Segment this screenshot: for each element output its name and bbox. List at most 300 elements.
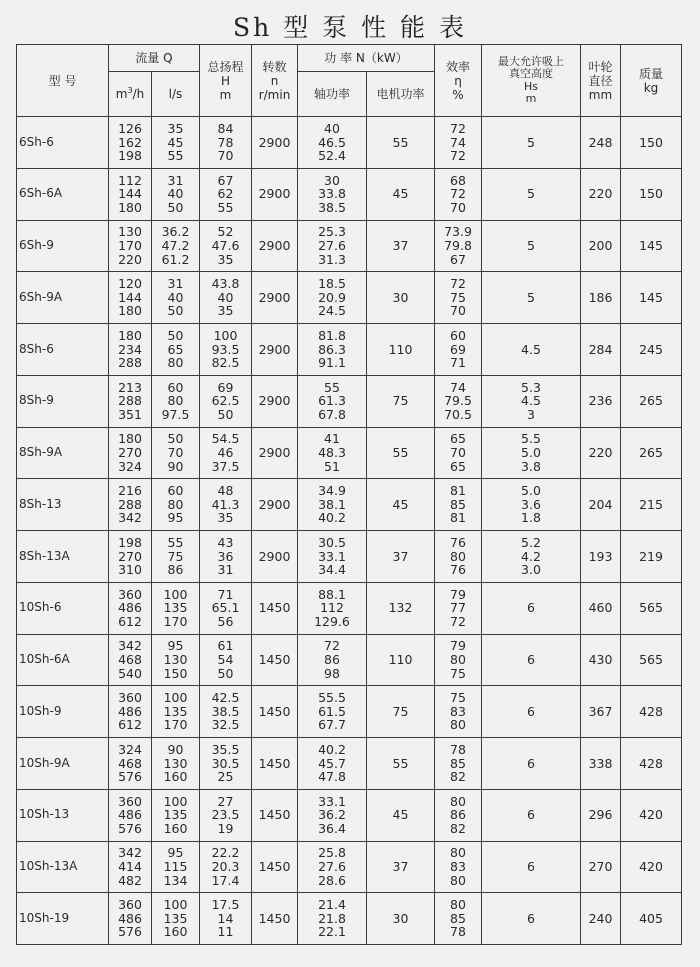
cell-mass: 420: [621, 789, 682, 841]
cell-efficiency-value: 70: [450, 303, 466, 319]
cell-flow-ls: [152, 168, 200, 220]
cell-speed: 1450: [252, 582, 298, 634]
cell-efficiency-value: 70: [450, 445, 466, 461]
cell-flow-m3h: [109, 531, 152, 583]
cell-head-value: 41.3: [211, 496, 240, 512]
cell-efficiency-value: 80: [450, 652, 466, 668]
cell-shaft-power: [298, 531, 367, 583]
cell-suction-lift-value: 5.0: [521, 445, 541, 461]
cell-shaft-power-value: 33.1: [318, 548, 346, 564]
cell-speed: 1450: [252, 841, 298, 893]
cell-speed: 2900: [252, 479, 298, 531]
cell-impeller: 236: [581, 375, 621, 427]
cell-head-value: 19: [217, 820, 234, 836]
cell-flow-m3h-value: 342: [118, 510, 142, 526]
cell-flow-m3h-value: 360: [118, 793, 142, 809]
cell-head-value: 30.5: [211, 755, 240, 771]
cell-motor-power: 37: [367, 531, 435, 583]
cell-flow-ls-value: 40: [167, 186, 184, 202]
cell-motor-power: 110: [367, 634, 435, 686]
cell-efficiency-value: 72: [450, 186, 466, 202]
cell-head-value: 35: [217, 251, 234, 267]
cell-flow-ls: [152, 841, 200, 893]
cell-flow-ls-value: 45: [167, 134, 184, 150]
cell-flow-m3h: [109, 738, 152, 790]
cell-shaft-power-value: 81.8: [318, 327, 346, 343]
cell-head-value: 48: [217, 483, 234, 499]
cell-mass: 145: [621, 220, 682, 272]
cell-efficiency-value: 80: [450, 793, 466, 809]
cell-flow-m3h-value: 486: [118, 703, 142, 719]
cell-impeller: 367: [581, 686, 621, 738]
cell-motor-power: 30: [367, 272, 435, 324]
cell-shaft-power-value: 67.8: [318, 406, 346, 422]
cell-suction-lift-value: 5.5: [521, 431, 541, 447]
cell-flow-m3h-value: 216: [118, 483, 142, 499]
cell-head-value: 54.5: [211, 431, 240, 447]
cell-flow-ls-value: 150: [163, 665, 188, 681]
cell-head: [200, 841, 252, 893]
cell-shaft-power-value: 21.4: [318, 897, 346, 913]
cell-impeller: 204: [581, 479, 621, 531]
cell-shaft-power-value: 36.4: [318, 820, 346, 836]
cell-suction-lift-value: 6: [527, 652, 535, 668]
cell-efficiency-value: 60: [450, 327, 466, 343]
cell-flow-ls-value: 135: [163, 703, 188, 719]
cell-suction-lift: [482, 789, 581, 841]
cell-efficiency: [435, 789, 482, 841]
cell-shaft-power-value: 67.7: [318, 717, 346, 733]
cell-head-value: 46: [217, 445, 234, 461]
cell-flow-m3h-value: 162: [118, 134, 142, 150]
cell-shaft-power-value: 61.3: [318, 393, 346, 409]
table-row: [17, 479, 682, 531]
cell-shaft-power-value: 45.7: [318, 755, 346, 771]
cell-flow-ls: [152, 531, 200, 583]
cell-shaft-power-value: 33.8: [318, 186, 346, 202]
cell-suction-lift-value: 3.0: [521, 562, 541, 578]
cell-flow-m3h: [109, 272, 152, 324]
cell-shaft-power-value: 36.2: [318, 807, 346, 823]
cell-impeller: 430: [581, 634, 621, 686]
cell-flow-m3h: [109, 686, 152, 738]
cell-flow-m3h: [109, 220, 152, 272]
cell-flow-ls-value: 100: [163, 586, 188, 602]
cell-efficiency-value: 79: [450, 638, 466, 654]
cell-flow-ls-value: 80: [167, 393, 184, 409]
cell-flow-ls-value: 31: [167, 276, 184, 292]
cell-shaft-power: [298, 272, 367, 324]
cell-suction-lift: [482, 582, 581, 634]
cell-flow-m3h-value: 112: [118, 172, 142, 188]
cell-flow-m3h-value: 342: [118, 638, 142, 654]
cell-flow-m3h-value: 310: [118, 562, 142, 578]
cell-flow-m3h-value: 288: [118, 355, 142, 371]
cell-flow-m3h-value: 180: [118, 431, 142, 447]
cell-efficiency-value: 85: [450, 755, 466, 771]
cell-model: 8Sh-6: [17, 324, 109, 376]
cell-shaft-power-value: 47.8: [318, 769, 346, 785]
cell-head: [200, 324, 252, 376]
cell-efficiency: [435, 634, 482, 686]
cell-speed: 2900: [252, 168, 298, 220]
cell-shaft-power: [298, 168, 367, 220]
cell-suction-lift-value: 6: [527, 703, 535, 719]
cell-suction-lift-value: 6: [527, 859, 535, 875]
cell-shaft-power-value: 20.9: [318, 289, 346, 305]
table-row: [17, 427, 682, 479]
cell-head-value: 37.5: [211, 458, 240, 474]
cell-shaft-power-value: 86.3: [318, 341, 346, 357]
cell-efficiency: [435, 893, 482, 945]
cell-head-value: 35: [217, 303, 234, 319]
cell-efficiency-value: 80: [450, 717, 466, 733]
cell-shaft-power-value: 27.6: [318, 859, 346, 875]
cell-head: [200, 634, 252, 686]
cell-flow-m3h-value: 324: [118, 741, 142, 757]
cell-suction-lift: [482, 893, 581, 945]
cell-flow-ls-value: 55: [167, 534, 184, 550]
cell-mass: 420: [621, 841, 682, 893]
cell-impeller: 284: [581, 324, 621, 376]
cell-flow-ls-value: 100: [163, 793, 188, 809]
cell-model: 6Sh-6: [17, 117, 109, 169]
cell-impeller: 248: [581, 117, 621, 169]
cell-efficiency-value: 72: [450, 613, 466, 629]
performance-table: [16, 44, 682, 945]
cell-flow-ls-value: 50: [167, 199, 184, 215]
cell-shaft-power-value: 25.3: [318, 224, 346, 240]
table-row: [17, 531, 682, 583]
cell-model: 10Sh-6: [17, 582, 109, 634]
cell-efficiency-value: 82: [450, 769, 466, 785]
cell-motor-power: 75: [367, 375, 435, 427]
cell-suction-lift: [482, 841, 581, 893]
cell-shaft-power-value: 31.3: [318, 251, 346, 267]
cell-flow-m3h-value: 540: [118, 665, 142, 681]
cell-suction-lift: [482, 272, 581, 324]
cell-shaft-power-value: 129.6: [314, 613, 350, 629]
cell-flow-ls-value: 90: [167, 741, 184, 757]
cell-efficiency-value: 72: [450, 120, 466, 136]
cell-flow-m3h-value: 144: [118, 289, 142, 305]
cell-speed: 1450: [252, 634, 298, 686]
header-flow-m3h: $m^3/h$: [109, 72, 152, 117]
cell-head-value: 22.2: [211, 845, 240, 861]
cell-flow-ls-value: 97.5: [161, 406, 190, 422]
cell-shaft-power-value: 86: [324, 652, 340, 668]
cell-flow-ls-value: 31: [167, 172, 184, 188]
cell-head-value: 69: [217, 379, 234, 395]
cell-flow-m3h: [109, 582, 152, 634]
cell-head-value: 84: [217, 120, 234, 136]
cell-flow-m3h-value: 351: [118, 406, 142, 422]
cell-suction-lift-value: 6: [527, 807, 535, 823]
cell-shaft-power: [298, 738, 367, 790]
cell-speed: 1450: [252, 686, 298, 738]
header-speed: 转数 n r/min: [252, 45, 298, 117]
cell-motor-power: 55: [367, 427, 435, 479]
cell-model: 6Sh-9A: [17, 272, 109, 324]
cell-flow-ls-value: 170: [163, 717, 188, 733]
cell-efficiency: [435, 427, 482, 479]
cell-mass: 219: [621, 531, 682, 583]
cell-motor-power: 45: [367, 168, 435, 220]
cell-flow-ls: [152, 634, 200, 686]
cell-shaft-power: [298, 634, 367, 686]
cell-efficiency-value: 75: [450, 289, 466, 305]
cell-shaft-power: [298, 479, 367, 531]
cell-efficiency-value: 71: [450, 355, 466, 371]
cell-head-value: 23.5: [211, 807, 240, 823]
cell-efficiency-value: 73.9: [444, 224, 472, 240]
cell-flow-ls-value: 135: [163, 807, 188, 823]
table-body: [17, 117, 682, 945]
cell-shaft-power: [298, 220, 367, 272]
cell-mass: 215: [621, 479, 682, 531]
cell-shaft-power-value: 98: [324, 665, 340, 681]
cell-shaft-power-value: 33.1: [318, 793, 346, 809]
cell-flow-ls-value: 160: [163, 820, 188, 836]
cell-suction-lift-value: 3.8: [521, 458, 541, 474]
cell-flow-m3h-value: 198: [118, 534, 142, 550]
cell-speed: 2900: [252, 375, 298, 427]
cell-efficiency-value: 75: [450, 665, 466, 681]
cell-flow-ls-value: 135: [163, 600, 188, 616]
cell-shaft-power-value: 38.5: [318, 199, 346, 215]
cell-efficiency-value: 81: [450, 483, 466, 499]
cell-mass: 565: [621, 634, 682, 686]
cell-motor-power: 55: [367, 117, 435, 169]
cell-suction-lift-value: 6: [527, 600, 535, 616]
cell-efficiency-value: 86: [450, 807, 466, 823]
cell-efficiency-value: 69: [450, 341, 466, 357]
cell-shaft-power-value: 27.6: [318, 238, 346, 254]
cell-speed: 2900: [252, 324, 298, 376]
cell-model: 10Sh-13A: [17, 841, 109, 893]
cell-motor-power: 37: [367, 220, 435, 272]
cell-flow-ls-value: 130: [163, 652, 188, 668]
cell-flow-m3h-value: 170: [118, 238, 142, 254]
cell-flow-m3h-value: 288: [118, 393, 142, 409]
table-row: [17, 789, 682, 841]
header-model: 型 号: [17, 45, 109, 117]
cell-shaft-power-value: 48.3: [318, 445, 346, 461]
cell-mass: 428: [621, 686, 682, 738]
cell-model: 10Sh-9A: [17, 738, 109, 790]
cell-efficiency: [435, 686, 482, 738]
cell-impeller: 186: [581, 272, 621, 324]
cell-flow-ls: [152, 738, 200, 790]
cell-flow-ls: [152, 220, 200, 272]
cell-flow-ls-value: 55: [167, 148, 184, 164]
cell-mass: 405: [621, 893, 682, 945]
cell-shaft-power-value: 46.5: [318, 134, 346, 150]
cell-efficiency: [435, 738, 482, 790]
cell-flow-m3h-value: 130: [118, 224, 142, 240]
cell-suction-lift-value: 4.2: [521, 548, 541, 564]
cell-speed: 1450: [252, 738, 298, 790]
cell-efficiency: [435, 375, 482, 427]
cell-flow-m3h-value: 468: [118, 652, 142, 668]
cell-flow-m3h: [109, 479, 152, 531]
cell-head: [200, 738, 252, 790]
cell-shaft-power-value: 72: [324, 638, 340, 654]
cell-head: [200, 893, 252, 945]
cell-head-value: 70: [217, 148, 234, 164]
cell-efficiency-value: 76: [450, 534, 466, 550]
cell-flow-ls-value: 75: [167, 548, 184, 564]
cell-shaft-power-value: 51: [324, 458, 340, 474]
cell-shaft-power-value: 40.2: [318, 510, 346, 526]
cell-suction-lift-value: 1.8: [521, 510, 541, 526]
cell-flow-ls-value: 50: [167, 303, 184, 319]
cell-flow-m3h-value: 144: [118, 186, 142, 202]
table-row: [17, 220, 682, 272]
cell-head: [200, 479, 252, 531]
cell-shaft-power-value: 34.4: [318, 562, 346, 578]
cell-head-value: 82.5: [211, 355, 240, 371]
cell-model: 8Sh-9: [17, 375, 109, 427]
cell-flow-ls: [152, 686, 200, 738]
cell-shaft-power-value: 91.1: [318, 355, 346, 371]
header-power: 功 率 N（kW）: [298, 45, 435, 72]
cell-head-value: 11: [217, 924, 234, 940]
table-row: [17, 272, 682, 324]
cell-head: [200, 686, 252, 738]
cell-shaft-power-value: 38.1: [318, 496, 346, 512]
cell-shaft-power-value: 41: [324, 431, 340, 447]
cell-impeller: 220: [581, 427, 621, 479]
cell-efficiency-value: 65: [450, 458, 466, 474]
cell-mass: 150: [621, 117, 682, 169]
page-title: Sh 型 泵 性 能 表: [233, 13, 467, 42]
cell-shaft-power-value: 40: [324, 120, 340, 136]
cell-flow-ls-value: 86: [167, 562, 184, 578]
cell-flow-ls-value: 50: [167, 431, 184, 447]
cell-motor-power: 30: [367, 893, 435, 945]
cell-efficiency-value: 85: [450, 910, 466, 926]
cell-head: [200, 789, 252, 841]
cell-suction-lift-value: 3.6: [521, 496, 541, 512]
cell-head-value: 17.4: [211, 872, 240, 888]
cell-shaft-power-value: 30.5: [318, 534, 346, 550]
cell-head: [200, 272, 252, 324]
header-flow-ls: l/s: [152, 72, 200, 117]
cell-flow-m3h-value: 612: [118, 717, 142, 733]
cell-model: 8Sh-13A: [17, 531, 109, 583]
cell-efficiency-value: 65: [450, 431, 466, 447]
cell-flow-m3h-value: 324: [118, 458, 142, 474]
cell-head-value: 14: [217, 910, 234, 926]
cell-head-value: 65.1: [211, 600, 240, 616]
cell-flow-ls: [152, 479, 200, 531]
cell-suction-lift: [482, 168, 581, 220]
cell-impeller: 240: [581, 893, 621, 945]
cell-model: 10Sh-9: [17, 686, 109, 738]
cell-mass: 265: [621, 427, 682, 479]
cell-efficiency-value: 79.8: [444, 238, 472, 254]
cell-motor-power: 45: [367, 789, 435, 841]
cell-flow-ls-value: 80: [167, 496, 184, 512]
cell-flow-m3h: [109, 427, 152, 479]
cell-suction-lift-value: 5.0: [521, 483, 541, 499]
cell-shaft-power: [298, 789, 367, 841]
cell-efficiency-value: 77: [450, 600, 466, 616]
cell-efficiency: [435, 841, 482, 893]
cell-flow-m3h-value: 180: [118, 327, 142, 343]
cell-flow-ls: [152, 324, 200, 376]
cell-suction-lift: [482, 686, 581, 738]
cell-head-value: 43.8: [211, 276, 240, 292]
cell-shaft-power-value: 55.5: [318, 690, 346, 706]
cell-head: [200, 117, 252, 169]
cell-flow-ls: [152, 427, 200, 479]
cell-mass: 565: [621, 582, 682, 634]
cell-head-value: 62: [217, 186, 234, 202]
cell-shaft-power-value: 34.9: [318, 483, 346, 499]
cell-suction-lift-value: 5.2: [521, 534, 541, 550]
cell-head-value: 17.5: [211, 897, 240, 913]
cell-head-value: 62.5: [211, 393, 240, 409]
cell-flow-ls-value: 95: [167, 510, 184, 526]
cell-motor-power: 110: [367, 324, 435, 376]
cell-suction-lift-value: 6: [527, 755, 535, 771]
cell-head-value: 42.5: [211, 690, 240, 706]
cell-efficiency-value: 80: [450, 548, 466, 564]
table-row: [17, 893, 682, 945]
cell-flow-m3h-value: 288: [118, 496, 142, 512]
cell-flow-m3h-value: 342: [118, 845, 142, 861]
table-row: [17, 324, 682, 376]
cell-flow-ls-value: 100: [163, 897, 188, 913]
cell-flow-m3h: [109, 375, 152, 427]
cell-head-value: 50: [217, 665, 234, 681]
cell-flow-m3h-value: 270: [118, 548, 142, 564]
cell-efficiency-value: 72: [450, 148, 466, 164]
cell-flow-m3h-value: 126: [118, 120, 142, 136]
header-impeller: 叶轮 直径 mm: [581, 45, 621, 117]
cell-shaft-power: [298, 427, 367, 479]
cell-flow-ls-value: 80: [167, 355, 184, 371]
cell-flow-ls-value: 65: [167, 341, 184, 357]
cell-head-value: 61: [217, 638, 234, 654]
cell-flow-m3h-value: 612: [118, 613, 142, 629]
cell-shaft-power-value: 25.8: [318, 845, 346, 861]
cell-mass: 428: [621, 738, 682, 790]
cell-efficiency-value: 70.5: [444, 406, 472, 422]
cell-speed: 2900: [252, 531, 298, 583]
cell-efficiency-value: 78: [450, 741, 466, 757]
cell-suction-lift: [482, 375, 581, 427]
cell-head-value: 56: [217, 613, 234, 629]
cell-motor-power: 55: [367, 738, 435, 790]
cell-head-value: 50: [217, 406, 234, 422]
cell-head-value: 67: [217, 172, 234, 188]
cell-flow-ls-value: 60: [167, 379, 184, 395]
cell-suction-lift-value: 4.5: [521, 341, 541, 357]
cell-efficiency-value: 80: [450, 845, 466, 861]
cell-impeller: 338: [581, 738, 621, 790]
cell-suction-lift: [482, 479, 581, 531]
cell-impeller: 296: [581, 789, 621, 841]
cell-shaft-power: [298, 841, 367, 893]
cell-impeller: 200: [581, 220, 621, 272]
cell-efficiency-value: 81: [450, 510, 466, 526]
cell-flow-ls-value: 95: [167, 845, 184, 861]
cell-suction-lift-value: 4.5: [521, 393, 541, 409]
cell-flow-m3h-value: 576: [118, 924, 142, 940]
